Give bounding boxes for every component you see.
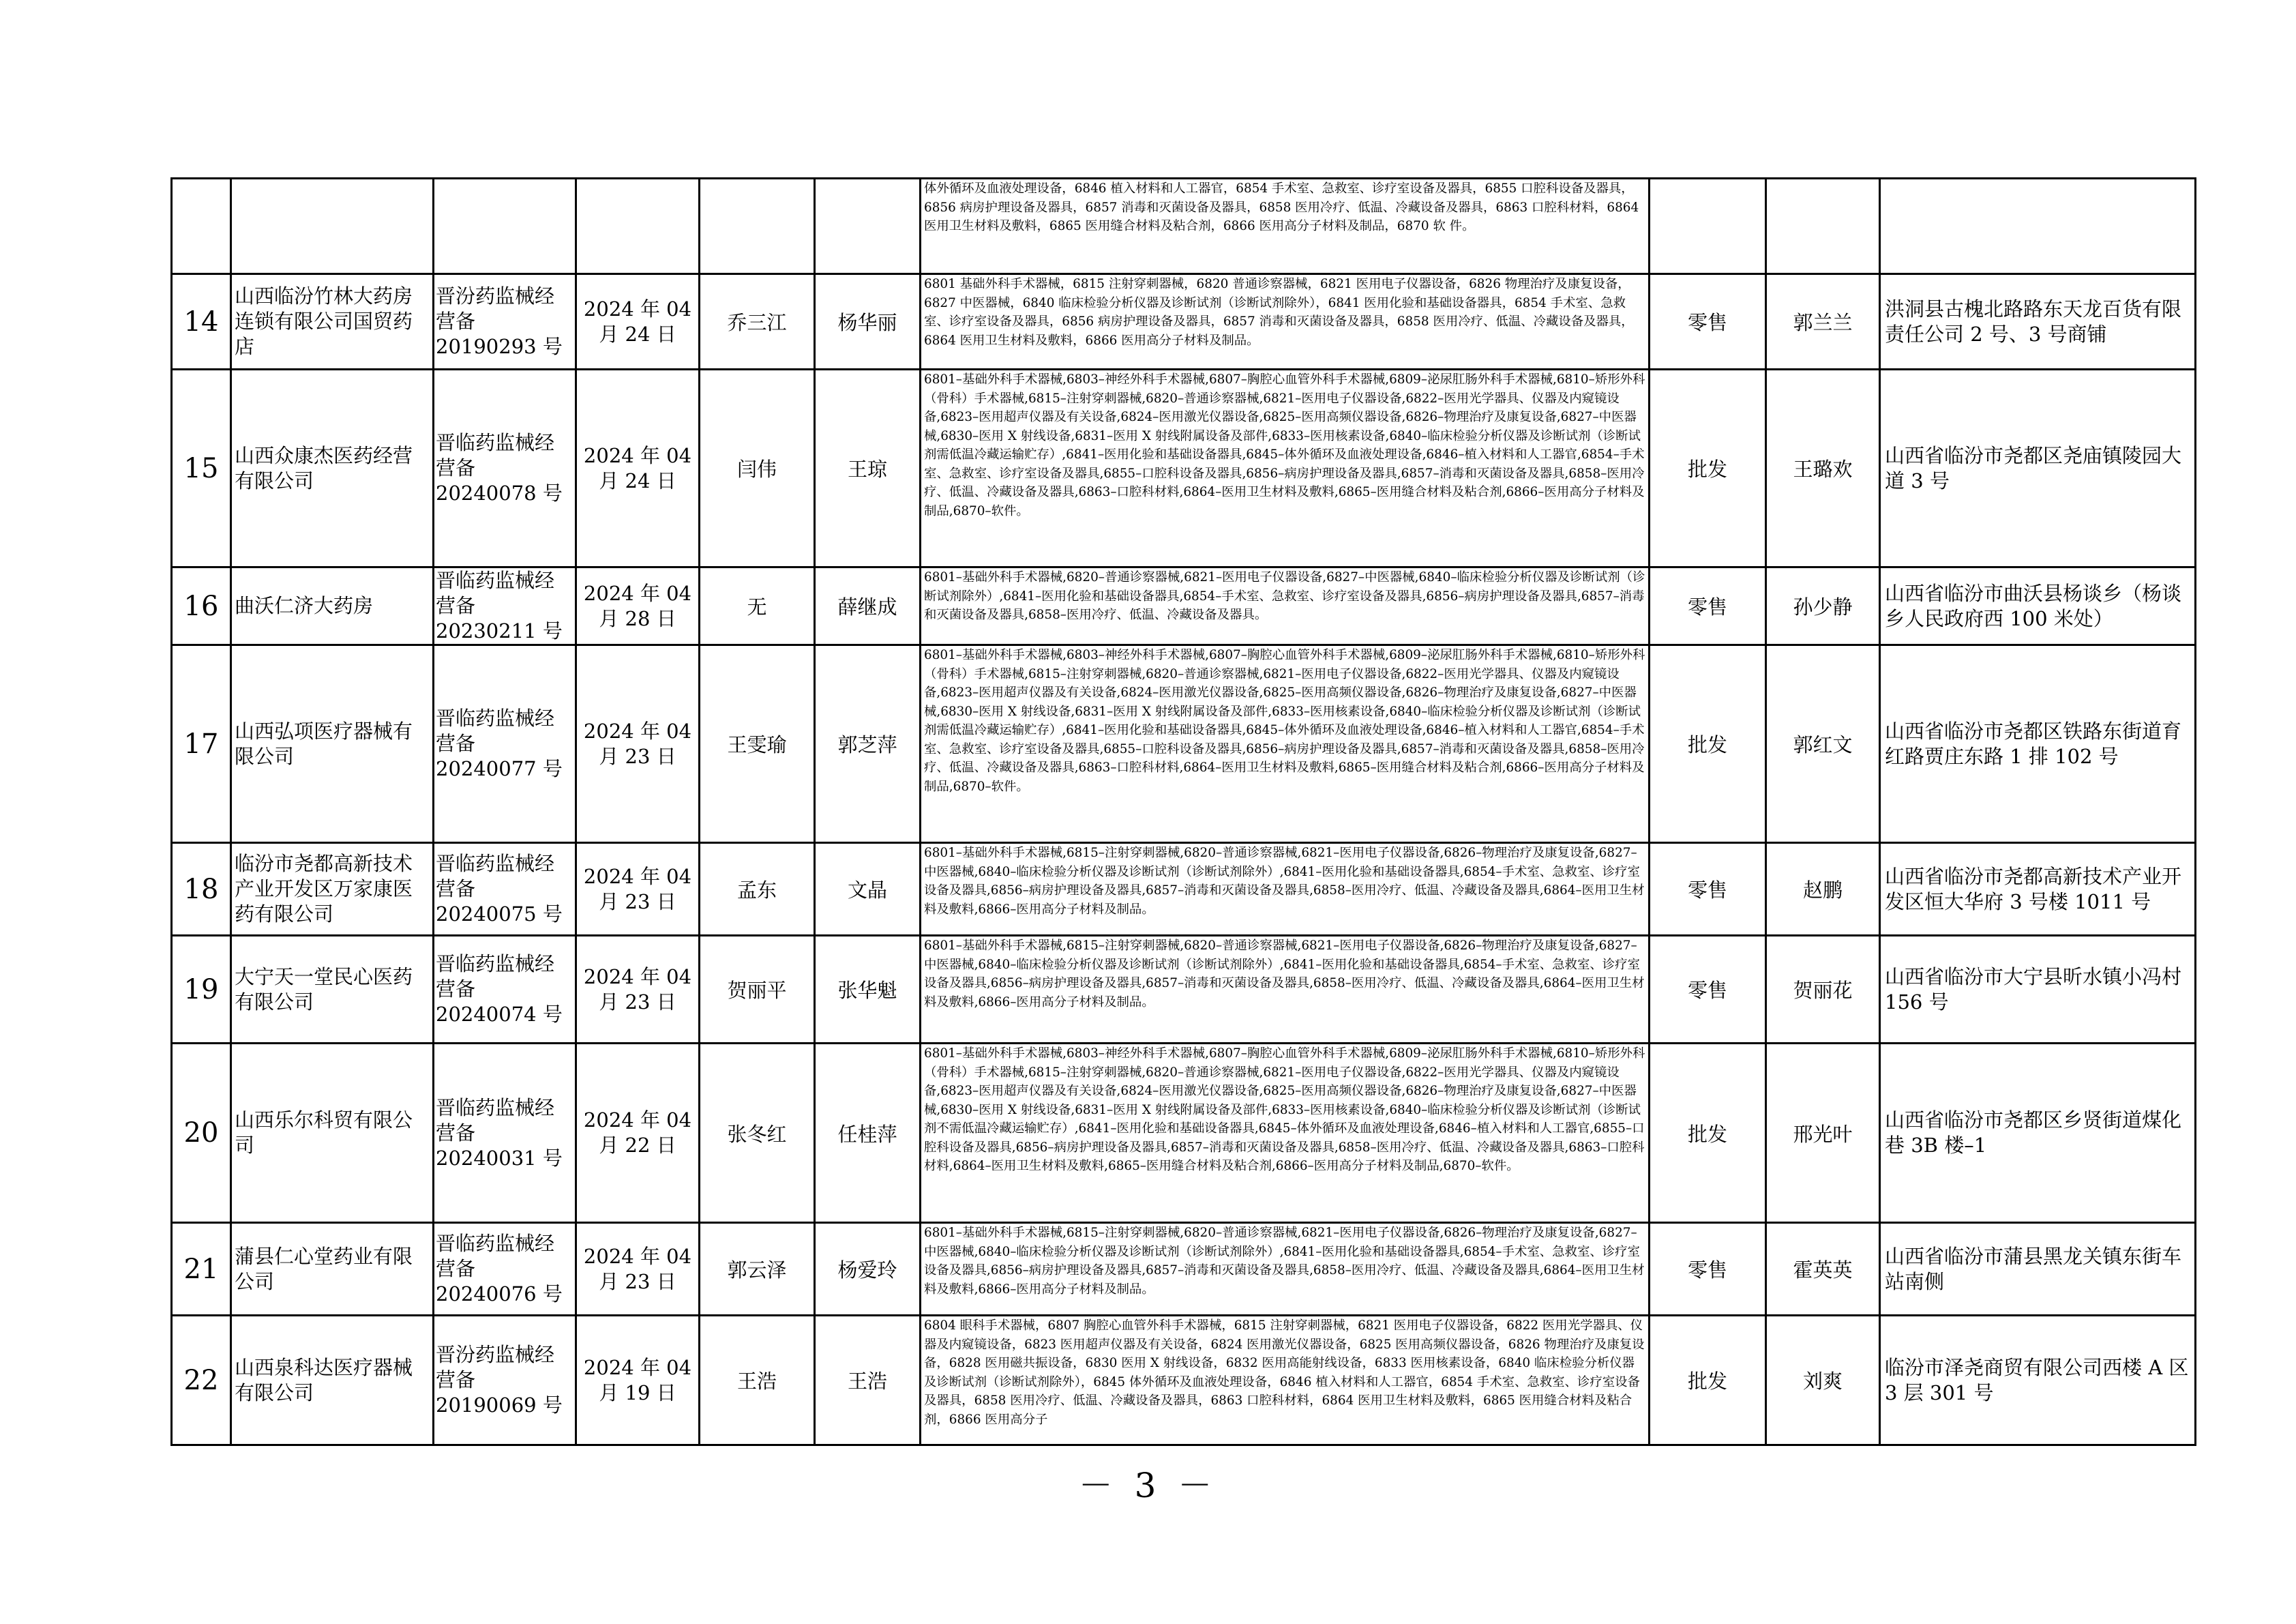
person-in-charge-cell: 郭芝萍 xyxy=(815,645,921,843)
business-address-cell: 山西省临汾市曲沃县杨谈乡（杨谈乡人民政府西 100 米处） xyxy=(1880,567,2196,645)
quality-manager-cell: 郭红文 xyxy=(1766,645,1880,843)
operation-mode-cell: 批发 xyxy=(1650,1316,1766,1445)
person-in-charge-cell: 文晶 xyxy=(815,843,921,936)
record-number-cell: 晋临药监械经营备 20240076 号 xyxy=(434,1223,576,1316)
operation-mode-cell: 批发 xyxy=(1650,370,1766,567)
quality-manager-cell: 刘爽 xyxy=(1766,1316,1880,1445)
row-number-cell: 22 xyxy=(172,1316,231,1445)
record-date-cell: 2024 年 04 月 22 日 xyxy=(576,1044,700,1223)
quality-manager-cell: 邢光叶 xyxy=(1766,1044,1880,1223)
business-scope-cell: 6801–基础外科手术器械,6815–注射穿刺器械,6820–普通诊察器械,6821–医用电子仪器设备,6826–物理治疗及康复设备,6827–中医器械,6840–临床检验分析仪器及诊断试剂（诊断试剂除外）,6841–医用化验和基础设备器具,6854–手术室、急救室、诊疗室设备及器具,6856–病房护理设备及器具,6857–消毒和灭菌设备及器具,6858–医用冷疗、低温、冷藏设备及器具,6864–医用卫生材料及敷料,6866–医用高分子材料及制品。 xyxy=(921,1223,1650,1316)
record-number-cell: 晋临药监械经营备 20240075 号 xyxy=(434,843,576,936)
quality-manager-cell xyxy=(1766,179,1880,274)
table-row xyxy=(172,843,2196,936)
legal-representative-cell: 张冬红 xyxy=(700,1044,815,1223)
company-name-cell: 山西临汾竹林大药房连锁有限公司国贸药店 xyxy=(231,274,434,370)
business-address-cell: 山西省临汾市尧都区尧庙镇陵园大道 3 号 xyxy=(1880,370,2196,567)
business-address-cell: 山西省临汾市大宁县昕水镇小冯村 156 号 xyxy=(1880,936,2196,1044)
business-address-cell: 临汾市泽尧商贸有限公司西楼 A 区 3 层 301 号 xyxy=(1880,1316,2196,1445)
business-scope-cell: 6804 眼科手术器械，6807 胸腔心血管外科手术器械，6815 注射穿刺器械，6821 医用电子仪器设备，6822 医用光学器具、仪器及内窥镜设备，6823 医用超声仪器及有关设备，6824 医用激光仪器设备，6825 医用高频仪器设备，6826 物理治疗及康复设备，6828 医用磁共振设备，6830 医用 X 射线设备，6832 医用高能射线设备，6833 医用核素设备，6840 临床检验分析仪器及诊断试剂（诊断试剂除外），6845 体外循环及血液处理设备，6846 植入材料和人工器官，6854 手术室、急救室、诊疗室设备及器具，6858 医用冷疗、低温、冷藏设备及器具，6863 口腔科材料，6864 医用卫生材料及敷料，6865 医用缝合材料及粘合剂，6866 医用高分子 xyxy=(921,1316,1650,1445)
row-number-cell: 20 xyxy=(172,1044,231,1223)
legal-representative-cell: 郭云泽 xyxy=(700,1223,815,1316)
operation-mode-cell: 批发 xyxy=(1650,1044,1766,1223)
record-date-cell: 2024 年 04 月 23 日 xyxy=(576,843,700,936)
quality-manager-cell: 郭兰兰 xyxy=(1766,274,1880,370)
legal-representative-cell: 王浩 xyxy=(700,1316,815,1445)
legal-representative-cell: 乔三江 xyxy=(700,274,815,370)
business-address-cell: 山西省临汾市蒲县黑龙关镇东街车站南侧 xyxy=(1880,1223,2196,1316)
legal-representative-cell: 闫伟 xyxy=(700,370,815,567)
table-row xyxy=(172,1223,2196,1316)
record-number-cell: 晋临药监械经营备 20240074 号 xyxy=(434,936,576,1044)
record-date-cell: 2024 年 04 月 19 日 xyxy=(576,1316,700,1445)
operation-mode-cell: 零售 xyxy=(1650,567,1766,645)
table-row xyxy=(172,567,2196,645)
business-scope-cell: 6801–基础外科手术器械,6815–注射穿刺器械,6820–普通诊察器械,6821–医用电子仪器设备,6826–物理治疗及康复设备,6827–中医器械,6840–临床检验分析仪器及诊断试剂（诊断试剂除外）,6841–医用化验和基础设备器具,6854–手术室、急救室、诊疗室设备及器具,6856–病房护理设备及器具,6857–消毒和灭菌设备及器具,6858–医用冷疗、低温、冷藏设备及器具,6864–医用卫生材料及敷料,6866–医用高分子材料及制品。 xyxy=(921,936,1650,1044)
business-scope-cell: 6801–基础外科手术器械,6815–注射穿刺器械,6820–普通诊察器械,6821–医用电子仪器设备,6826–物理治疗及康复设备,6827–中医器械,6840–临床检验分析仪器及诊断试剂（诊断试剂除外）,6841–医用化验和基础设备器具,6854–手术室、急救室、诊疗室设备及器具,6856–病房护理设备及器具,6857–消毒和灭菌设备及器具,6858–医用冷疗、低温、冷藏设备及器具,6864–医用卫生材料及敷料,6866–医用高分子材料及制品。 xyxy=(921,843,1650,936)
table-row xyxy=(172,1316,2196,1445)
quality-manager-cell: 贺丽花 xyxy=(1766,936,1880,1044)
business-address-cell: 山西省临汾市尧都区乡贤街道煤化巷 3B 楼–1 xyxy=(1880,1044,2196,1223)
record-date-cell: 2024 年 04 月 23 日 xyxy=(576,1223,700,1316)
person-in-charge-cell: 杨华丽 xyxy=(815,274,921,370)
operation-mode-cell: 零售 xyxy=(1650,1223,1766,1316)
company-name-cell: 曲沃仁济大药房 xyxy=(231,567,434,645)
legal-representative-cell: 无 xyxy=(700,567,815,645)
business-scope-cell: 6801–基础外科手术器械,6803–神经外科手术器械,6807–胸腔心血管外科手术器械,6809–泌尿肛肠外科手术器械,6810–矫形外科（骨科）手术器械,6815–注射穿刺器械,6820–普通诊察器械,6821–医用电子仪器设备,6822–医用光学器具、仪器及内窥镜设备,6823–医用超声仪器及有关设备,6824–医用激光仪器设备,6825–医用高频仪器设备,6826–物理治疗及康复设备,6827–中医器械,6830–医用 X 射线设备,6831–医用 X 射线附属设备及部件,6833–医用核素设备,6840–临床检验分析仪器及诊断试剂（诊断试剂需低温冷藏运输贮存）,6841–医用化验和基础设备器具,6845–体外循环及血液处理设备,6846–植入材料和人工器官,6854–手术室、急救室、诊疗室设备及器具,6855–口腔科设备及器具,6856–病房护理设备及器具,6857–消毒和灭菌设备及器具,6858–医用冷疗、低温、冷藏设备及器具,6863–口腔科材料,6864–医用卫生材料及敷料,6865–医用缝合材料及粘合剂,6866–医用高分子材料及制品,6870–软件。 xyxy=(921,370,1650,567)
person-in-charge-cell xyxy=(815,179,921,274)
operation-mode-cell: 零售 xyxy=(1650,843,1766,936)
record-number-cell: 晋临药监械经营备 20240078 号 xyxy=(434,370,576,567)
row-number-cell: 15 xyxy=(172,370,231,567)
record-number-cell: 晋汾药监械经营备 20190069 号 xyxy=(434,1316,576,1445)
record-number-cell xyxy=(434,179,576,274)
quality-manager-cell: 赵鹏 xyxy=(1766,843,1880,936)
record-date-cell: 2024 年 04 月 23 日 xyxy=(576,645,700,843)
record-number-cell: 晋临药监械经营备 20240031 号 xyxy=(434,1044,576,1223)
row-number-cell xyxy=(172,179,231,274)
company-name-cell: 山西众康杰医药经营有限公司 xyxy=(231,370,434,567)
row-number-cell: 17 xyxy=(172,645,231,843)
business-address-cell xyxy=(1880,179,2196,274)
business-address-cell: 洪洞县古槐北路路东天龙百货有限责任公司 2 号、3 号商铺 xyxy=(1880,274,2196,370)
company-name-cell: 山西弘项医疗器械有限公司 xyxy=(231,645,434,843)
company-name-cell: 蒲县仁心堂药业有限公司 xyxy=(231,1223,434,1316)
legal-representative-cell: 孟东 xyxy=(700,843,815,936)
business-scope-cell: 6801 基础外科手术器械，6815 注射穿刺器械，6820 普通诊察器械，6821 医用电子仪器设备，6826 物理治疗及康复设备，6827 中医器械，6840 临床检验分析仪器及诊断试剂（诊断试剂除外），6841 医用化验和基础设备器具，6854 手术室、急救室、诊疗室设备及器具，6856 病房护理设备及器具，6857 消毒和灭菌设备及器具，6858 医用冷疗、低温、冷藏设备及器具，6864 医用卫生材料及敷料，6866 医用高分子材料及制品。 xyxy=(921,274,1650,370)
business-address-cell: 山西省临汾市尧都区铁路东街道育红路贾庄东路 1 排 102 号 xyxy=(1880,645,2196,843)
legal-representative-cell xyxy=(700,179,815,274)
company-name-cell: 临汾市尧都高新技术产业开发区万家康医药有限公司 xyxy=(231,843,434,936)
quality-manager-cell: 霍英英 xyxy=(1766,1223,1880,1316)
table-row xyxy=(172,645,2196,843)
record-number-cell: 晋汾药监械经营备 20190293 号 xyxy=(434,274,576,370)
quality-manager-cell: 王璐欢 xyxy=(1766,370,1880,567)
company-name-cell: 大宁天一堂民心医药有限公司 xyxy=(231,936,434,1044)
company-name-cell xyxy=(231,179,434,274)
row-number-cell: 18 xyxy=(172,843,231,936)
company-name-cell: 山西乐尔科贸有限公司 xyxy=(231,1044,434,1223)
table-row xyxy=(172,370,2196,567)
quality-manager-cell: 孙少静 xyxy=(1766,567,1880,645)
row-number-cell: 14 xyxy=(172,274,231,370)
person-in-charge-cell: 薛继成 xyxy=(815,567,921,645)
operation-mode-cell: 批发 xyxy=(1650,645,1766,843)
legal-representative-cell: 王雯瑜 xyxy=(700,645,815,843)
operation-mode-cell: 零售 xyxy=(1650,274,1766,370)
record-date-cell: 2024 年 04 月 24 日 xyxy=(576,370,700,567)
company-name-cell: 山西泉科达医疗器械有限公司 xyxy=(231,1316,434,1445)
business-scope-cell: 6801–基础外科手术器械,6803–神经外科手术器械,6807–胸腔心血管外科手术器械,6809–泌尿肛肠外科手术器械,6810–矫形外科（骨科）手术器械,6815–注射穿刺器械,6820–普通诊察器械,6821–医用电子仪器设备,6822–医用光学器具、仪器及内窥镜设备,6823–医用超声仪器及有关设备,6824–医用激光仪器设备,6825–医用高频仪器设备,6826–物理治疗及康复设备,6827–中医器械,6830–医用 X 射线设备,6831–医用 X 射线附属设备及部件,6833–医用核素设备,6840–临床检验分析仪器及诊断试剂（诊断试剂需低温冷藏运输贮存）,6841–医用化验和基础设备器具,6845–体外循环及血液处理设备,6846–植入材料和人工器官,6854–手术室、急救室、诊疗室设备及器具,6855–口腔科设备及器具,6856–病房护理设备及器具,6857–消毒和灭菌设备及器具,6858–医用冷疗、低温、冷藏设备及器具,6863–口腔科材料,6864–医用卫生材料及敷料,6865–医用缝合材料及粘合剂,6866–医用高分子材料及制品,6870–软件。 xyxy=(921,645,1650,843)
table-row xyxy=(172,1044,2196,1223)
business-scope-cell: 体外循环及血液处理设备，6846 植入材料和人工器官，6854 手术室、急救室、诊疗室设备及器具，6855 口腔科设备及器具，6856 病房护理设备及器具，6857 消毒和灭菌设备及器具，6858 医用冷疗、低温、冷藏设备及器具，6863 口腔科材料，6864 医用卫生材料及敷料，6865 医用缝合材料及粘合剂，6866 医用高分子材料及制品，6870 软 件。 xyxy=(921,179,1650,274)
page-number: － 3 － xyxy=(1078,1466,1218,1505)
row-number-cell: 21 xyxy=(172,1223,231,1316)
table-row xyxy=(172,179,2196,274)
person-in-charge-cell: 任桂萍 xyxy=(815,1044,921,1223)
legal-representative-cell: 贺丽平 xyxy=(700,936,815,1044)
operation-mode-cell: 零售 xyxy=(1650,936,1766,1044)
row-number-cell: 19 xyxy=(172,936,231,1044)
business-address-cell: 山西省临汾市尧都高新技术产业开发区恒大华府 3 号楼 1011 号 xyxy=(1880,843,2196,936)
record-date-cell: 2024 年 04 月 24 日 xyxy=(576,274,700,370)
person-in-charge-cell: 张华魁 xyxy=(815,936,921,1044)
record-date-cell xyxy=(576,179,700,274)
table-row xyxy=(172,274,2196,370)
record-date-cell: 2024 年 04 月 28 日 xyxy=(576,567,700,645)
business-scope-cell: 6801–基础外科手术器械,6820–普通诊察器械,6821–医用电子仪器设备,6827–中医器械,6840–临床检验分析仪器及诊断试剂（诊断试剂除外）,6841–医用化验和基础设备器具,6854–手术室、急救室、诊疗室设备及器具,6856–病房护理设备及器具,6857–消毒和灭菌设备及器具,6858–医用冷疗、低温、冷藏设备及器具。 xyxy=(921,567,1650,645)
table-row xyxy=(172,936,2196,1044)
operation-mode-cell xyxy=(1650,179,1766,274)
record-number-cell: 晋临药监械经营备 20230211 号 xyxy=(434,567,576,645)
business-scope-cell: 6801–基础外科手术器械,6803–神经外科手术器械,6807–胸腔心血管外科手术器械,6809–泌尿肛肠外科手术器械,6810–矫形外科（骨科）手术器械,6815–注射穿刺器械,6820–普通诊察器械,6821–医用电子仪器设备,6822–医用光学器具、仪器及内窥镜设备,6823–医用超声仪器及有关设备,6824–医用激光仪器设备,6825–医用高频仪器设备,6826–物理治疗及康复设备,6827–中医器械,6830–医用 X 射线设备,6831–医用 X 射线附属设备及部件,6833–医用核素设备,6840–临床检验分析仪器及诊断试剂（诊断试剂不需低温冷藏运输贮存）,6841–医用化验和基础设备器具,6845–体外循环及血液处理设备,6846–植入材料和人工器官,6855–口腔科设备及器具,6856–病房护理设备及器具,6857–消毒和灭菌设备及器具,6858–医用冷疗、低温、冷藏设备及器具,6863–口腔科材料,6864–医用卫生材料及敷料,6865–医用缝合材料及粘合剂,6866–医用高分子材料及制品,6870–软件。 xyxy=(921,1044,1650,1223)
person-in-charge-cell: 杨爱玲 xyxy=(815,1223,921,1316)
row-number-cell: 16 xyxy=(172,567,231,645)
record-number-cell: 晋临药监械经营备 20240077 号 xyxy=(434,645,576,843)
person-in-charge-cell: 王浩 xyxy=(815,1316,921,1445)
registration-table xyxy=(170,177,2196,1446)
record-date-cell: 2024 年 04 月 23 日 xyxy=(576,936,700,1044)
person-in-charge-cell: 王琼 xyxy=(815,370,921,567)
